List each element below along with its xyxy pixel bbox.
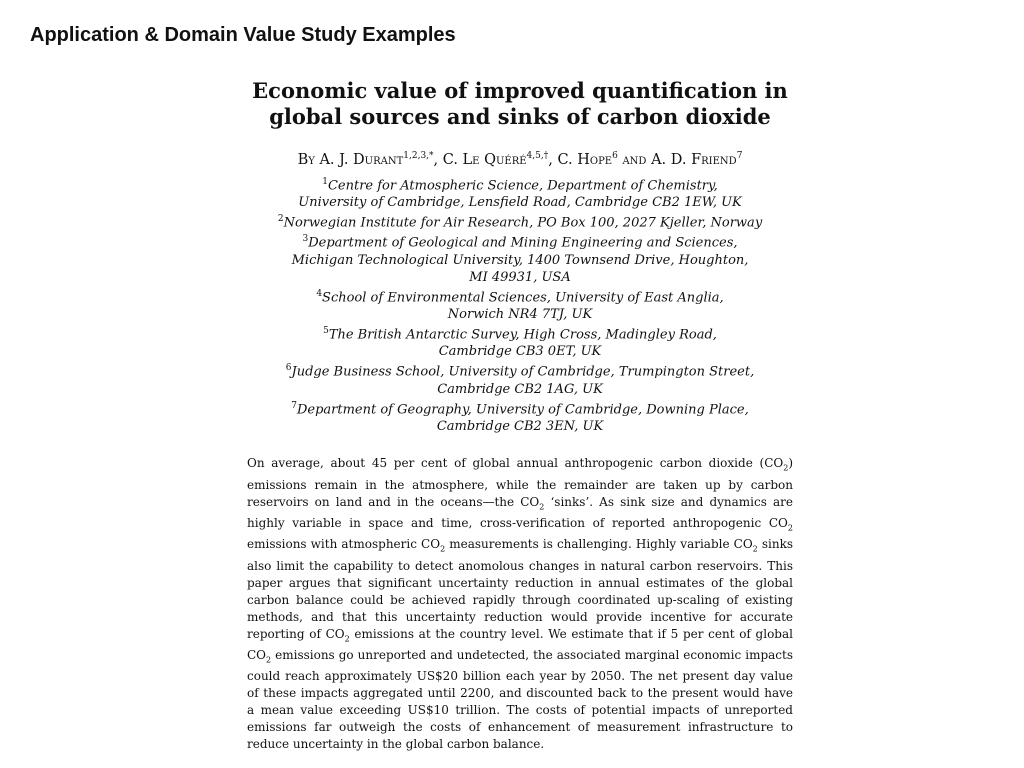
abstract-subscript: 2 (539, 501, 545, 511)
affiliation-line (247, 398, 793, 418)
affiliation-text: School of Environmental Sciences, University of East Anglia, (322, 290, 724, 306)
paper-title (247, 78, 793, 130)
abstract-subscript: 2 (266, 655, 272, 665)
author: A. D. Friend (651, 151, 737, 168)
affiliation-line (247, 269, 793, 286)
affiliation-text: Norwegian Institute for Air Research, PO Box 100, 2027 Kjeller, Norway (283, 215, 763, 231)
by-word: By (297, 151, 315, 168)
author: A. J. Durant (319, 151, 404, 168)
affiliation-number: 4 (316, 288, 323, 299)
affiliation-line (247, 381, 793, 398)
paper-excerpt (247, 78, 793, 753)
affiliation-line (247, 252, 793, 269)
abstract-text: emissions go unreported and undetected, the associated marginal economic impacts could reach approximately US$20 billion each year by 2050. The net present day value of these impacts aggregated until 2200, and discounted back to the present would have a mean value exceeding US$10 trillion. The costs of potential impacts of unreported emissions far outweigh the costs of enhancement of measurement infrastructure to reduce uncertainty in the global carbon balance. (247, 648, 793, 752)
author-list: By A. J. Durant$^{1,2,3,*}$, C. Le Quéré$^{4,5,\dagger}$, C. Hope$^6$ and A. D. Friend$^7$ (297, 151, 743, 168)
slide-title: Application & Domain Value Study Examples (30, 24, 456, 46)
affiliation-line (247, 231, 793, 251)
author: C. Le Quéré (442, 151, 527, 168)
abstract-text: ) emissions remain in the atmosphere, while the remainder are taken up by carbon reservoirs on land and in the oceans—the CO (247, 456, 793, 509)
affiliation-text: Cambridge CB3 0ET, UK (438, 344, 602, 360)
affiliation-line (247, 211, 793, 231)
affiliation-line (247, 418, 793, 435)
abstract-text: On average, about 45 per cent of global annual anthropogenic carbon dioxide (CO (247, 456, 784, 471)
author-affil-sup: 4,5,† (526, 151, 549, 161)
abstract-text: measurements is challenging. Highly variable CO (445, 537, 753, 552)
affiliation-number: 5 (323, 326, 329, 337)
and-word: and (622, 151, 647, 168)
abstract-subscript: 2 (344, 634, 350, 644)
affiliation-line (247, 286, 793, 306)
affiliation-line (247, 174, 793, 194)
affiliation-number: 7 (291, 400, 297, 411)
affiliation-number: 1 (322, 176, 328, 187)
paper-title-line-2: global sources and sinks of carbon dioxide (269, 104, 771, 129)
author-affil-sup: 1,2,3,* (403, 151, 434, 161)
affiliations (247, 174, 793, 435)
author: C. Hope (557, 151, 613, 168)
author-affil-sup: 7 (736, 151, 743, 161)
paper-title-line-1: Economic value of improved quantification in (252, 78, 788, 103)
abstract-text: sinks also limit the capability to detect anomolous changes in natural carbon reservoirs. This paper argues that significant uncertainty reduction in annual estimates of the global carbon balance could be achieved rapidly through coordinated up-scaling of existing methods, and that this uncertainty reduction would provide incentive for accurate reporting of CO (247, 537, 793, 641)
affiliation-text: MI 49931, USA (469, 269, 571, 285)
affiliation-line (247, 323, 793, 343)
abstract (247, 455, 793, 753)
abstract-subscript: 2 (752, 544, 758, 554)
abstract-text: ‘sinks’. As sink size and dynamics are highly variable in space and time, cross-verification of reported anthropogenic CO (247, 494, 793, 530)
affiliation-text: The British Antarctic Survey, High Cross, Madingley Road, (328, 327, 717, 343)
abstract-subscript: 2 (787, 523, 793, 533)
affiliation-line (247, 194, 793, 211)
affiliation-text: Department of Geological and Mining Engineering and Sciences, (308, 235, 738, 251)
author-affil-sup: 6 (612, 151, 618, 161)
abstract-text: emissions at the country level. We estimate that if 5 per cent of global CO (247, 626, 793, 663)
affiliation-line (247, 360, 793, 380)
affiliation-text: University of Cambridge, Lensfield Road, Cambridge CB2 1EW, UK (298, 195, 742, 211)
affiliation-text: Michigan Technological University, 1400 Townsend Drive, Houghton, (291, 252, 749, 268)
affiliation-number: 6 (285, 363, 292, 374)
abstract-text: emissions with atmospheric CO (247, 537, 441, 552)
abstract-subscript: 2 (783, 463, 789, 473)
affiliation-text: Norwich NR4 7TJ, UK (447, 307, 593, 323)
affiliation-text: Department of Geography, University of Cambridge, Downing Place, (296, 402, 749, 418)
affiliation-line (247, 343, 793, 360)
affiliation-line (247, 306, 793, 323)
affiliation-text: Judge Business School, University of Cambridge, Trumpington Street, (291, 364, 755, 380)
affiliation-number: 3 (302, 234, 309, 245)
affiliation-text: Cambridge CB2 1AG, UK (437, 381, 603, 397)
abstract-subscript: 2 (440, 544, 446, 554)
affiliation-number: 2 (277, 214, 284, 225)
affiliation-text: Cambridge CB2 3EN, UK (436, 419, 604, 435)
affiliation-text: Centre for Atmospheric Science, Department of Chemistry, (327, 178, 718, 194)
